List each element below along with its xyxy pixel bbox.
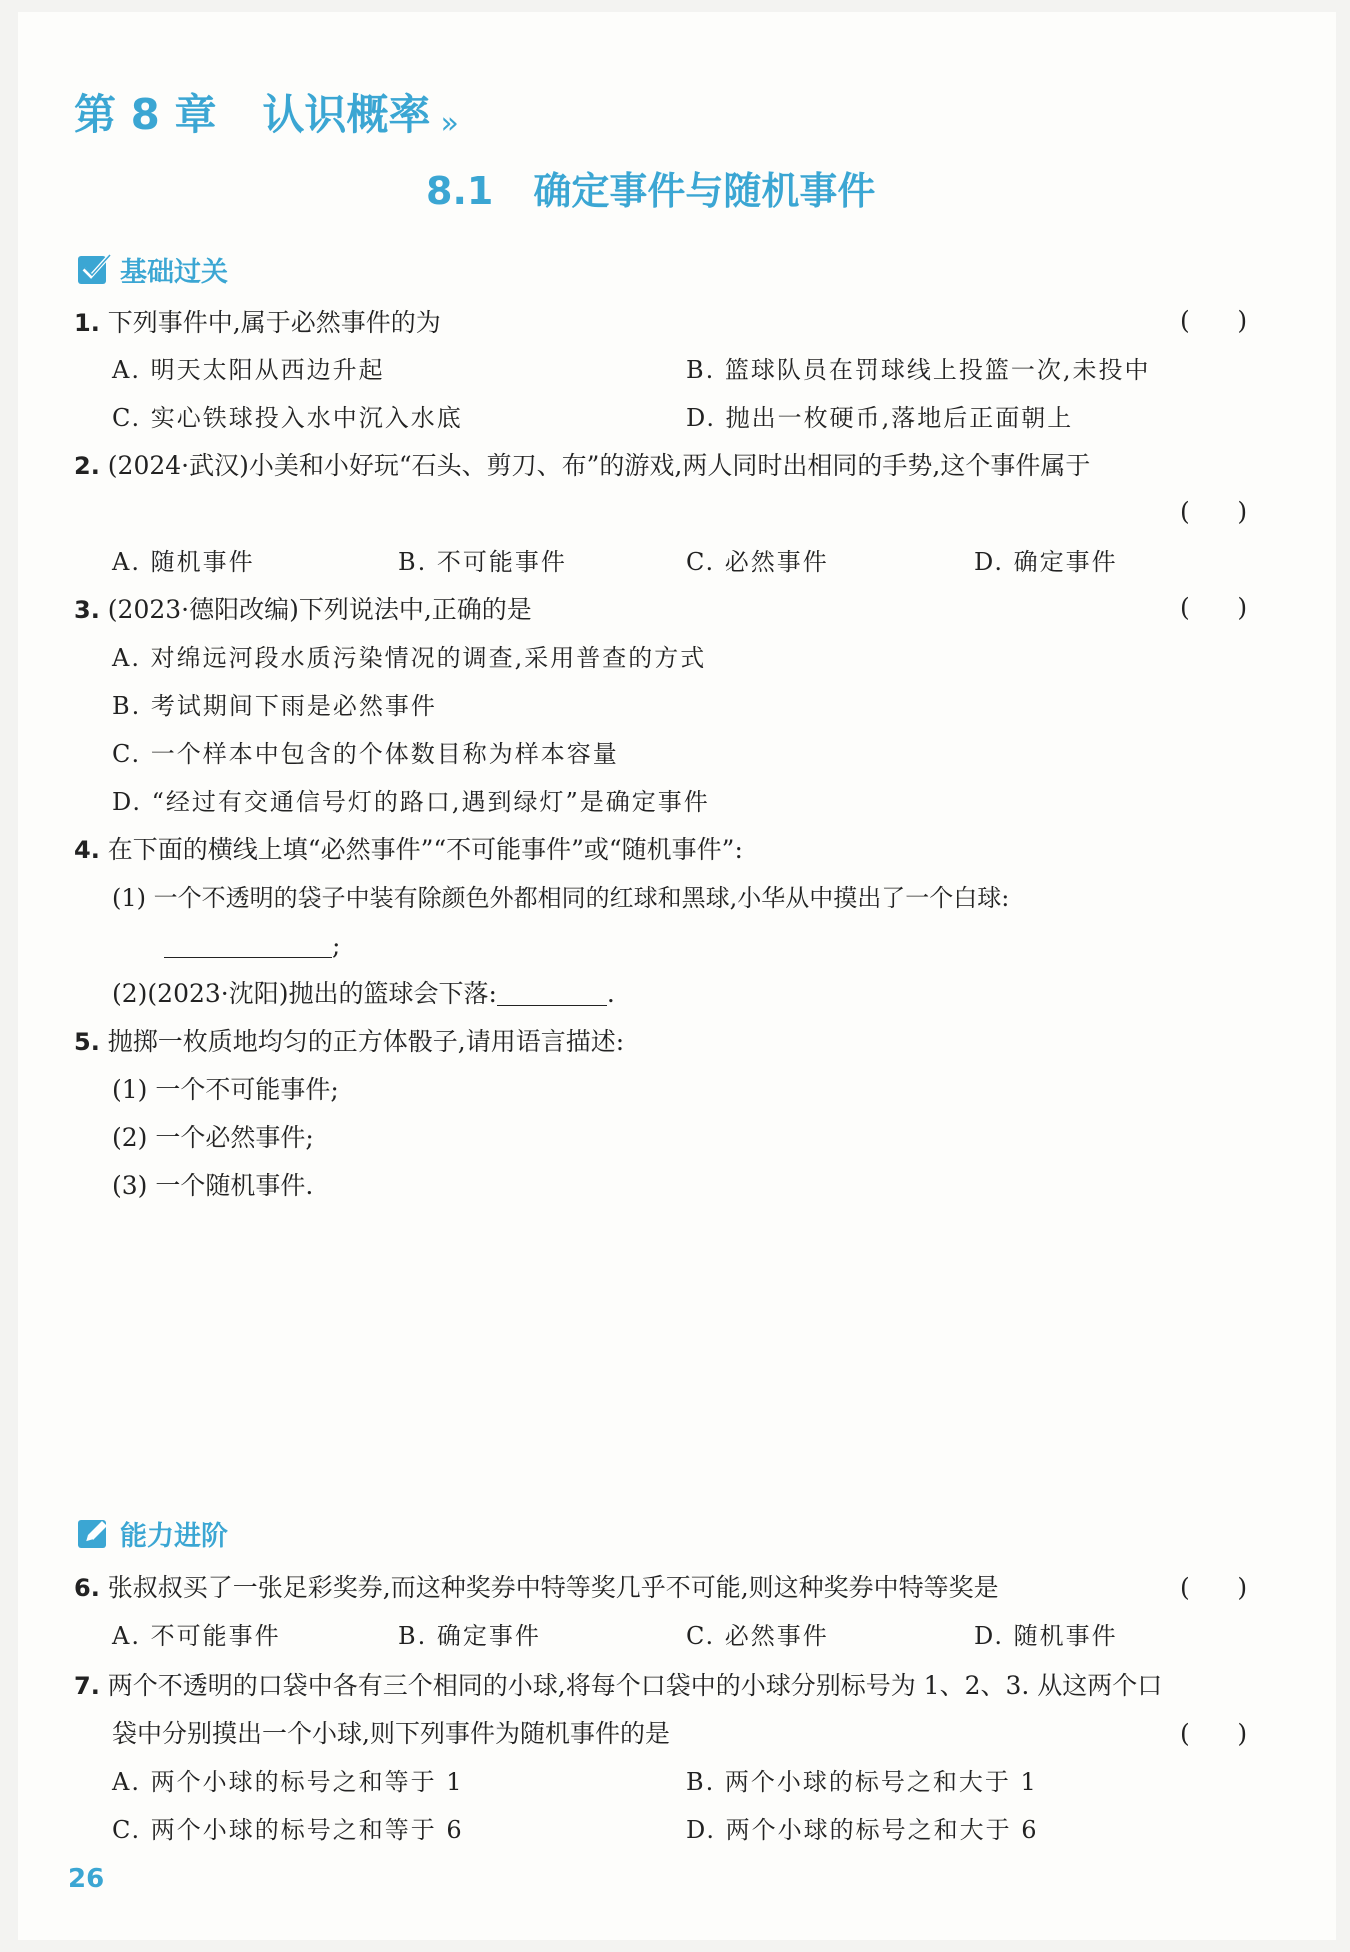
question-2: 2. (2024·武汉)小美和小好玩“石头、剪刀、布”的游戏,两人同时出相同的手势,这个事件属于 (74, 451, 1091, 480)
answer-bracket: ( ) (1180, 1719, 1248, 1748)
question-5-stem: 抛掷一枚质地均匀的正方体骰子,请用语言描述: (107, 1027, 625, 1056)
question-5-part: (3) 一个随机事件. (112, 1171, 314, 1200)
question-4: 4. 在下面的横线上填“必然事件”“不可能事件”或“随机事件”: (74, 835, 743, 864)
question-4-part-1-answer: ; (164, 928, 340, 964)
question-1-stem: 下列事件中,属于必然事件的为 (107, 308, 441, 337)
question-4-stem: 在下面的横线上填“必然事件”“不可能事件”或“随机事件”: (107, 835, 743, 864)
option: B. 篮球队员在罚球线上投篮一次,未投中 (686, 356, 1151, 384)
checkbox-icon (76, 252, 112, 286)
question-4-part-2: (2)(2023·沈阳)抛出的篮球会下落: . (112, 979, 615, 1008)
block-basic-heading (76, 250, 228, 288)
question-1: 1. 下列事件中,属于必然事件的为 (74, 308, 441, 337)
question-2-stem: (2024·武汉)小美和小好玩“石头、剪刀、布”的游戏,两人同时出相同的手势,这个事件属于 (107, 451, 1091, 480)
question-5-part: (1) 一个不可能事件; (112, 1075, 339, 1104)
answer-blank[interactable] (497, 979, 607, 1006)
option: D. 两个小球的标号之和大于 6 (686, 1816, 1039, 1844)
option: B. 确定事件 (398, 1622, 541, 1650)
option: B. 不可能事件 (398, 548, 567, 576)
chapter-heading (74, 82, 459, 142)
option: D. 随机事件 (974, 1622, 1118, 1650)
question-7: 7. 两个不透明的口袋中各有三个相同的小球,将每个口袋中的小球分别标号为 1、2、3. 从这两个口 (74, 1671, 1163, 1700)
option: A. 明天太阳从西边升起 (112, 356, 385, 384)
question-7-stem-cont: 袋中分别摸出一个小球,则下列事件为随机事件的是 (112, 1719, 670, 1748)
section-title (426, 160, 875, 215)
option: D. “经过有交通信号灯的路口,遇到绿灯”是确定事件 (112, 788, 710, 816)
option: C. 必然事件 (686, 548, 829, 576)
pencil-note-icon (76, 1516, 112, 1550)
option: A. 对绵远河段水质污染情况的调查,采用普查的方式 (112, 644, 707, 672)
option: A. 两个小球的标号之和等于 1 (112, 1768, 464, 1796)
option: D. 确定事件 (974, 548, 1118, 576)
option: D. 抛出一枚硬币,落地后正面朝上 (686, 404, 1074, 432)
answer-bracket: ( ) (1180, 593, 1248, 622)
section-number: 8.1 (426, 169, 494, 213)
answer-bracket: ( ) (1180, 306, 1248, 335)
page-number: 26 (68, 1864, 105, 1894)
answer-bracket: ( ) (1180, 497, 1248, 526)
answer-bracket: ( ) (1180, 1573, 1248, 1602)
option: A. 随机事件 (112, 548, 255, 576)
question-4-part-1: (1) 一个不透明的袋子中装有除颜色外都相同的红球和黑球,小华从中摸出了一个白球: (112, 884, 1010, 912)
block-advanced-label: 能力进阶 (120, 1520, 228, 1552)
question-3-stem: (2023·德阳改编)下列说法中,正确的是 (107, 595, 532, 624)
option: C. 实心铁球投入水中沉入水底 (112, 404, 463, 432)
question-5-part: (2) 一个必然事件; (112, 1123, 314, 1152)
option: A. 不可能事件 (112, 1622, 281, 1650)
double-chevron-icon: » (440, 106, 459, 141)
question-6-stem: 张叔叔买了一张足彩奖券,而这种奖券中特等奖几乎不可能,则这种奖券中特等奖是 (107, 1573, 999, 1602)
question-3: 3. (2023·德阳改编)下列说法中,正确的是 (74, 595, 532, 624)
question-7-stem: 两个不透明的口袋中各有三个相同的小球,将每个口袋中的小球分别标号为 1、2、3. 从这两个口 (107, 1671, 1163, 1700)
question-5: 5. 抛掷一枚质地均匀的正方体骰子,请用语言描述: (74, 1027, 625, 1056)
option: C. 两个小球的标号之和等于 6 (112, 1816, 464, 1844)
chapter-title: 认识概率 (262, 90, 431, 139)
chapter-label: 第 8 章 (74, 90, 217, 139)
block-advanced-heading (76, 1514, 228, 1552)
question-6: 6. 张叔叔买了一张足彩奖券,而这种奖券中特等奖几乎不可能,则这种奖券中特等奖是 (74, 1573, 999, 1602)
option: C. 一个样本中包含的个体数目称为样本容量 (112, 740, 619, 768)
option: B. 考试期间下雨是必然事件 (112, 692, 437, 720)
block-basic-label: 基础过关 (120, 256, 228, 288)
option: C. 必然事件 (686, 1622, 829, 1650)
answer-blank[interactable] (164, 931, 332, 958)
section-name: 确定事件与随机事件 (533, 169, 876, 213)
option: B. 两个小球的标号之和大于 1 (686, 1768, 1038, 1796)
